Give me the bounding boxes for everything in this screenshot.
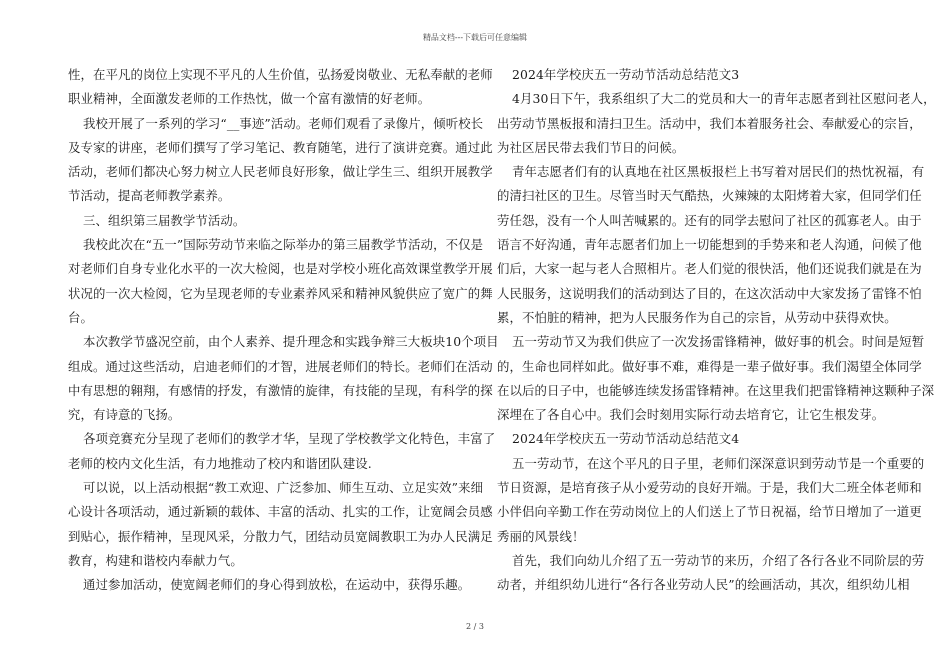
text-line: 首先，我们向幼儿介绍了五一劳动节的来历，介绍了各行各业不同阶层的劳 [512, 552, 925, 568]
text-line: 语言不好沟通，青年志愿者们加上一切能想到的手势来和老人沟通，问候了他 [497, 237, 922, 253]
text-line: 小伴侣向辛勤工作在劳动岗位上的人们送上了节日祝福，给节日增加了一道更 [497, 504, 922, 520]
text-line: 的清扫社区的卫生。尽管当时天气酷热，火辣辣的太阳烤着大家，但同学们任 [497, 188, 922, 204]
text-line: 累，不怕脏的精神，把为人民服务作为自己的宗旨，从劳动中获得欢快。 [497, 309, 897, 325]
page-header: 精品文档---下载后可任意编辑 [422, 33, 528, 42]
text-line: 青年志愿者们有的认真地在社区黑板报栏上书写着对居民们的热忱祝福，有 [512, 164, 925, 180]
text-line: 为社区居民带去我们节日的问候。 [497, 139, 685, 155]
text-line: 教育，构建和谐校内奉献力气。 [68, 552, 243, 568]
page-number: 2 / 3 [466, 622, 484, 631]
text-line: 及专家的讲座，老师们撰写了学习笔记、教育随笔，进行了演讲竞赛。通过此 [68, 139, 493, 155]
text-line: 到贴心，振作精神，呈现风采，分散力气，团结动员宽阔教职工为办人民满足 [68, 528, 493, 544]
text-line: 对老师们自身专业化水平的一次大检阅，也是对学校小班化高效课堂教学开展 [68, 261, 493, 277]
text-line: 动者，并组织幼儿进行“各行各业劳动人民”的绘画活动，其次，组织幼儿相 [497, 577, 910, 593]
section-heading: 2024年学校庆五一劳动节活动总结范文3 [512, 67, 740, 82]
right-column [497, 63, 936, 598]
text-line: 我校此次在“五一”国际劳动节来临之际举办的第三届教学节活动，不仅是 [83, 237, 484, 253]
text-line: 人民服务，这说明我们的活动到达了目的，在这次活动中大家发扬了雷锋不怕 [497, 285, 922, 301]
text-line: 我校开展了一系列的学习“__事迹”活动。老师们观看了录像片，倾听校长 [83, 115, 484, 131]
text-line: 可以说，以上活动根据“教工欢迎、广泛参加、师生互动、立足实效”来细 [83, 480, 484, 496]
text-line: 状况的一次大检阅，它为呈现老师的专业素养风采和精神风貌供应了宽广的舞 [68, 285, 493, 301]
text-line: 职业精神，全面激发老师的工作热忱，做一个富有激情的好老师。 [68, 91, 431, 107]
text-line: 出劳动节黑板报和清扫卫生。活动中，我们本着服务社会、奉献爱心的宗旨， [497, 115, 922, 131]
section-heading: 三、组织第三届教学节活动。 [83, 212, 246, 228]
text-line: 深埋在了各自心中。我们会时刻用实际行动去培育它，让它生根发芽。 [497, 407, 885, 423]
text-line: 活动，老师们都决心努力树立人民老师良好形象，做让学生三、组织开展教学 [68, 164, 493, 180]
text-line: 4月30日下午，我系组织了大二的党员和大一的青年志愿者到社区慰问老人， [512, 91, 936, 107]
text-line: 劳任怨，没有一个人叫苦喊累的。还有的同学去慰问了社区的孤寡老人。由于 [497, 212, 922, 228]
text-line: 心设计各项活动，通过新颖的载体、丰富的活动、扎实的工作，让宽阔会员感 [68, 504, 493, 520]
text-line: 台。 [68, 309, 93, 325]
text-line: 们后，大家一起与老人合照相片。老人们觉的很快活，他们还说我们就是在为 [497, 261, 922, 277]
text-line: 五一劳动节又为我们供应了一次发扬雷锋精神，做好事的机会。时间是短暂 [512, 334, 925, 350]
text-line: 秀丽的风景线！ [497, 528, 585, 544]
text-line: 节活动，提高老师教学素养。 [68, 188, 231, 204]
text-line: 五一劳动节，在这个平凡的日子里，老师们深深意识到劳动节是一个重要的 [512, 455, 925, 471]
text-line: 节日资源，是培育孩子从小爱劳动的良好开端。于是，我们大二班全体老师和 [497, 480, 922, 496]
text-line: 老师的校内文化生活，有力地推动了校内和谐团队建设. [68, 455, 372, 471]
text-line: 在以后的日子中，也能够连续发扬雷锋精神。在这里我们把雷锋精神这颗种子深 [497, 382, 935, 398]
text-line: 本次教学节盛况空前，由个人素养、提升理念和实践争辩三大板块10个项目 [83, 334, 499, 350]
text-line: 性，在平凡的岗位上实现不平凡的人生价值，弘扬爱岗敬业、无私奉献的老师 [68, 67, 493, 82]
section-heading: 2024年学校庆五一劳动节活动总结范文4 [512, 431, 740, 447]
text-line: 通过参加活动，使宽阔老师们的身心得到放松，在运动中，获得乐趣。 [83, 577, 471, 593]
text-line: 各项竞赛充分呈现了老师们的教学才华，呈现了学校教学文化特色，丰富了 [83, 431, 496, 447]
text-line: 的，生命也同样如此。做好事不难，难得是一辈子做好事。我们渴望全体同学 [497, 358, 922, 374]
text-line: 组成。通过这些活动，启迪老师们的才智，进展老师们的特长。老师们在活动 [68, 358, 493, 374]
text-line: 中有思想的翱翔，有感情的抒发，有激情的旋律，有技能的呈现，有科学的探 [68, 382, 493, 398]
left-column [68, 63, 499, 598]
text-line: 究，有诗意的飞扬。 [68, 407, 181, 423]
